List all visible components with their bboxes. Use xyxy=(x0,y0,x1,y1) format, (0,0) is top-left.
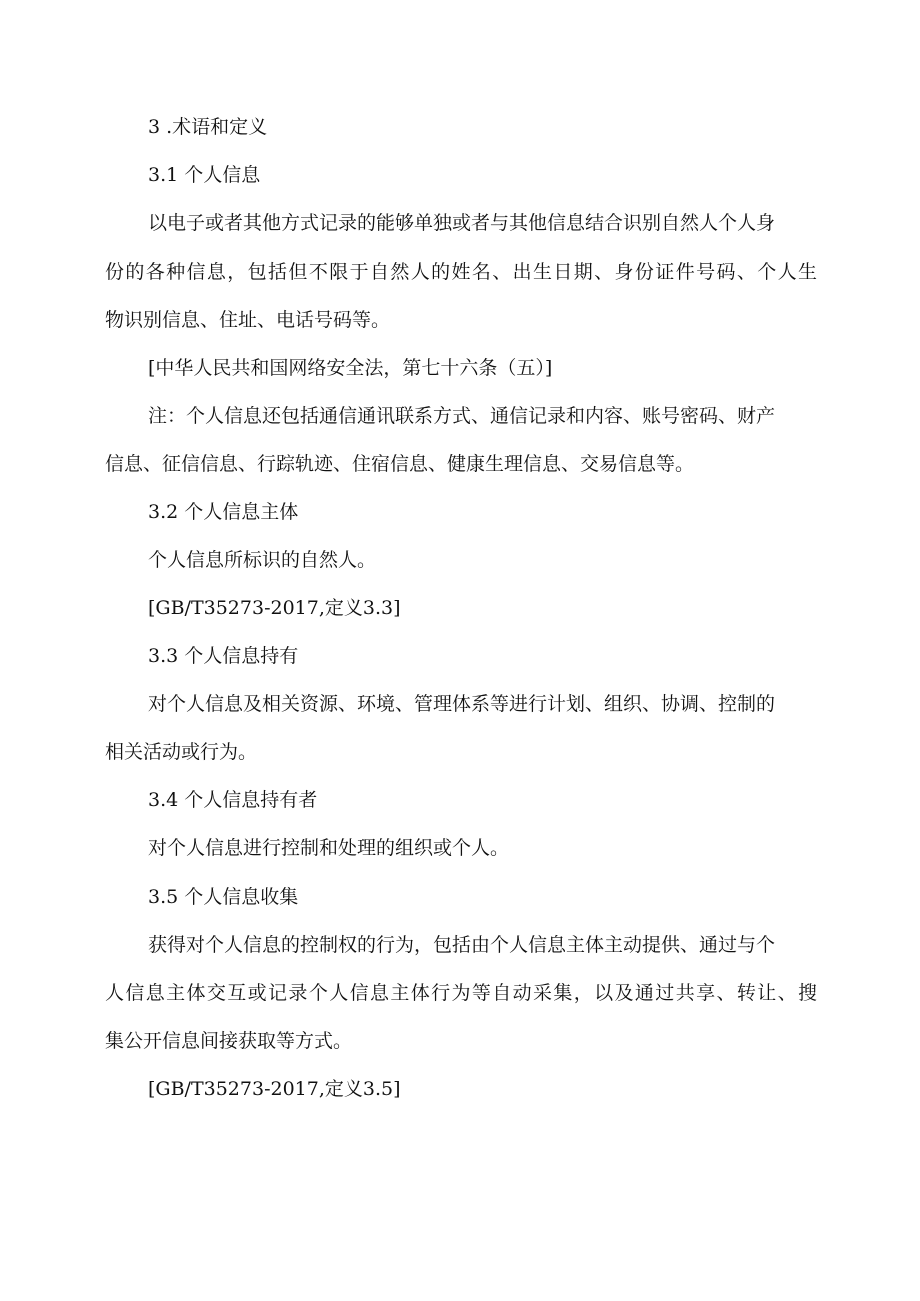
paragraph-line: 物识别信息、住址、电话号码等。 xyxy=(105,309,391,331)
term-heading: 3.5 个人信息收集 xyxy=(148,886,299,908)
term-heading: 3.3 个人信息持有 xyxy=(148,645,299,667)
term-heading: 3.2 个人信息主体 xyxy=(148,501,299,523)
reference-line: [中华人民共和国网络安全法，第七十六条（五）] xyxy=(148,357,553,379)
paragraph-line: 对个人信息及相关资源、环境、管理体系等进行计划、组织、协调、控制的 xyxy=(148,693,776,715)
reference-line: [GB/T35273-2017,定义3.5] xyxy=(148,1078,401,1100)
note-line: 信息、征信信息、行踪轨迹、住宿信息、健康生理信息、交易信息等。 xyxy=(105,453,695,475)
section-heading: 3 .术语和定义 xyxy=(148,116,268,138)
paragraph-line: 对个人信息进行控制和处理的组织或个人。 xyxy=(148,837,510,859)
paragraph-line: 相关活动或行为。 xyxy=(105,741,258,763)
paragraph-line: 获得对个人信息的控制权的行为，包括由个人信息主体主动提供、通过与个 xyxy=(148,934,776,956)
paragraph-line: 个人信息所标识的自然人。 xyxy=(148,549,377,571)
paragraph-line: 份的各种信息，包括但不限于自然人的姓名、出生日期、身份证件号码、个人生 xyxy=(105,261,817,283)
reference-line: [GB/T35273-2017,定义3.3] xyxy=(148,597,401,619)
paragraph-line: 人信息主体交互或记录个人信息主体行为等自动采集，以及通过共享、转让、搜 xyxy=(105,982,817,1004)
note-line: 注：个人信息还包括通信通讯联系方式、通信记录和内容、账号密码、财产 xyxy=(148,405,776,427)
term-heading: 3.1 个人信息 xyxy=(148,164,261,186)
paragraph-line: 集公开信息间接获取等方式。 xyxy=(105,1030,353,1052)
term-heading: 3.4 个人信息持有者 xyxy=(148,789,318,811)
paragraph-line: 以电子或者其他方式记录的能够单独或者与其他信息结合识别自然人个人身 xyxy=(148,212,776,234)
